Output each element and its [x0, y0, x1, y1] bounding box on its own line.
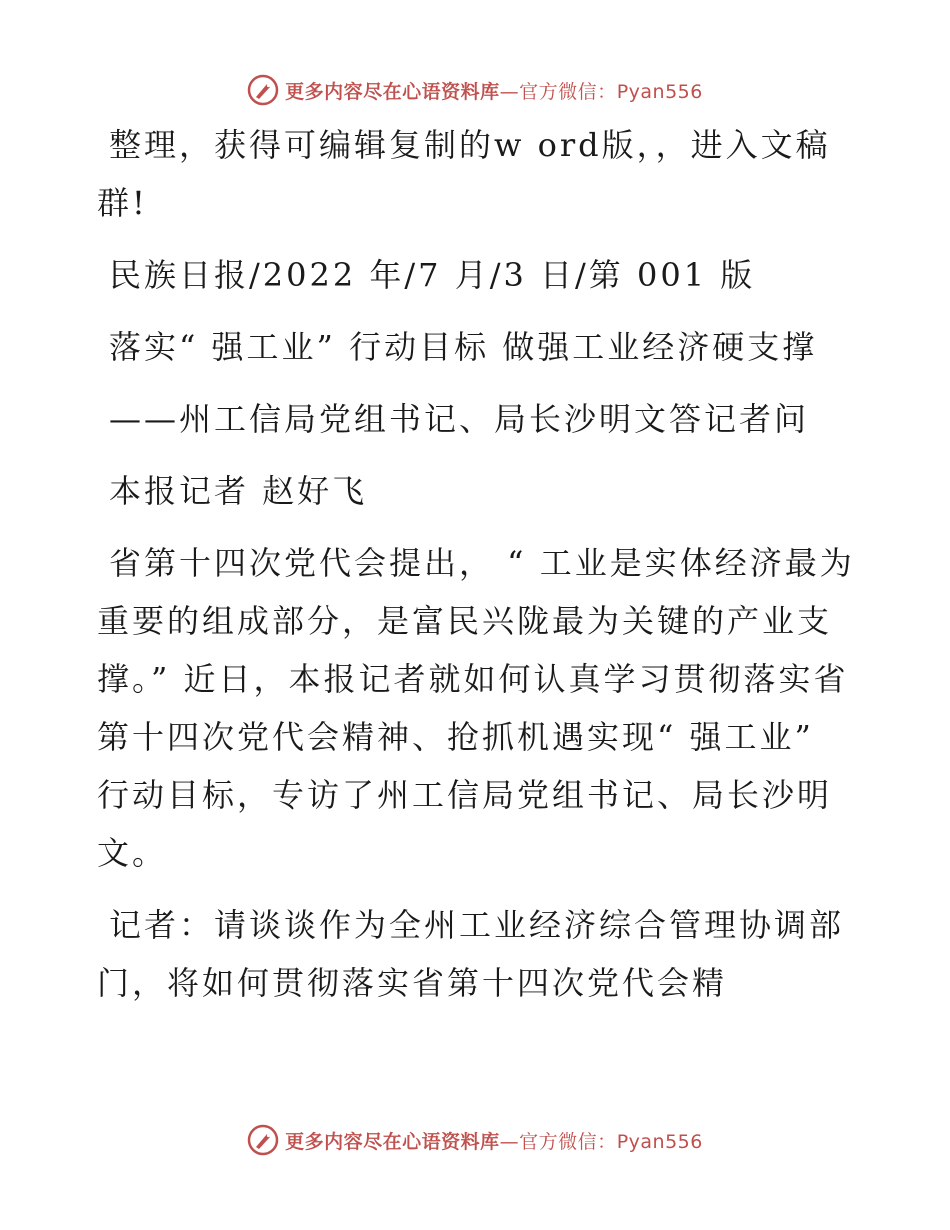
banner-wechat-id: Pyan556 — [616, 1130, 703, 1153]
article-subtitle: ——州工信局党组书记、局长沙明文答记者问 — [109, 400, 810, 438]
banner-sub: 官方微信： — [519, 1130, 617, 1153]
banner-text — [285, 77, 703, 104]
article-title: 落实“ 强工业” 行动目标 做强工业经济硬支撑 — [109, 328, 818, 366]
banner-main: 更多内容尽在心语资料库 — [285, 80, 500, 103]
banner-sub: 官方微信： — [519, 80, 617, 103]
pen-nib-logo-icon — [247, 1124, 279, 1156]
pen-nib-logo-icon — [247, 74, 279, 106]
header-banner — [0, 70, 950, 110]
banner-main: 更多内容尽在心语资料库 — [285, 1130, 500, 1153]
body-paragraph: 省第十四次党代会提出， “ 工业是实体经济最为重要的组成部分，是富民兴陇最为关键的产业支撑。” 近日，本报记者就如何认真学习贯彻落实省第十四次党代会精神、抢抓机遇实现“ 强工业” 行动目标，专访了州工信局党组书记、局长沙明文。 — [97, 544, 855, 872]
banner-wechat-id: Pyan556 — [616, 80, 703, 103]
publication-line: 民族日报/2022 年/7 月/3 日/第 001 版 — [109, 256, 756, 294]
byline: 本报记者 赵好飞 — [109, 472, 368, 510]
document-body — [97, 116, 857, 1026]
banner-text — [285, 1127, 703, 1154]
body-paragraph: 记者：请谈谈作为全州工业经济综合管理协调部门，将如何贯彻落实省第十四次党代会精 — [97, 906, 845, 1002]
footer-banner — [0, 1120, 950, 1160]
banner-dash: — — [499, 1130, 520, 1153]
intro-note: 整理，获得可编辑复制的w ord版，，进入文稿群! — [97, 126, 831, 222]
banner-dash: — — [499, 80, 520, 103]
